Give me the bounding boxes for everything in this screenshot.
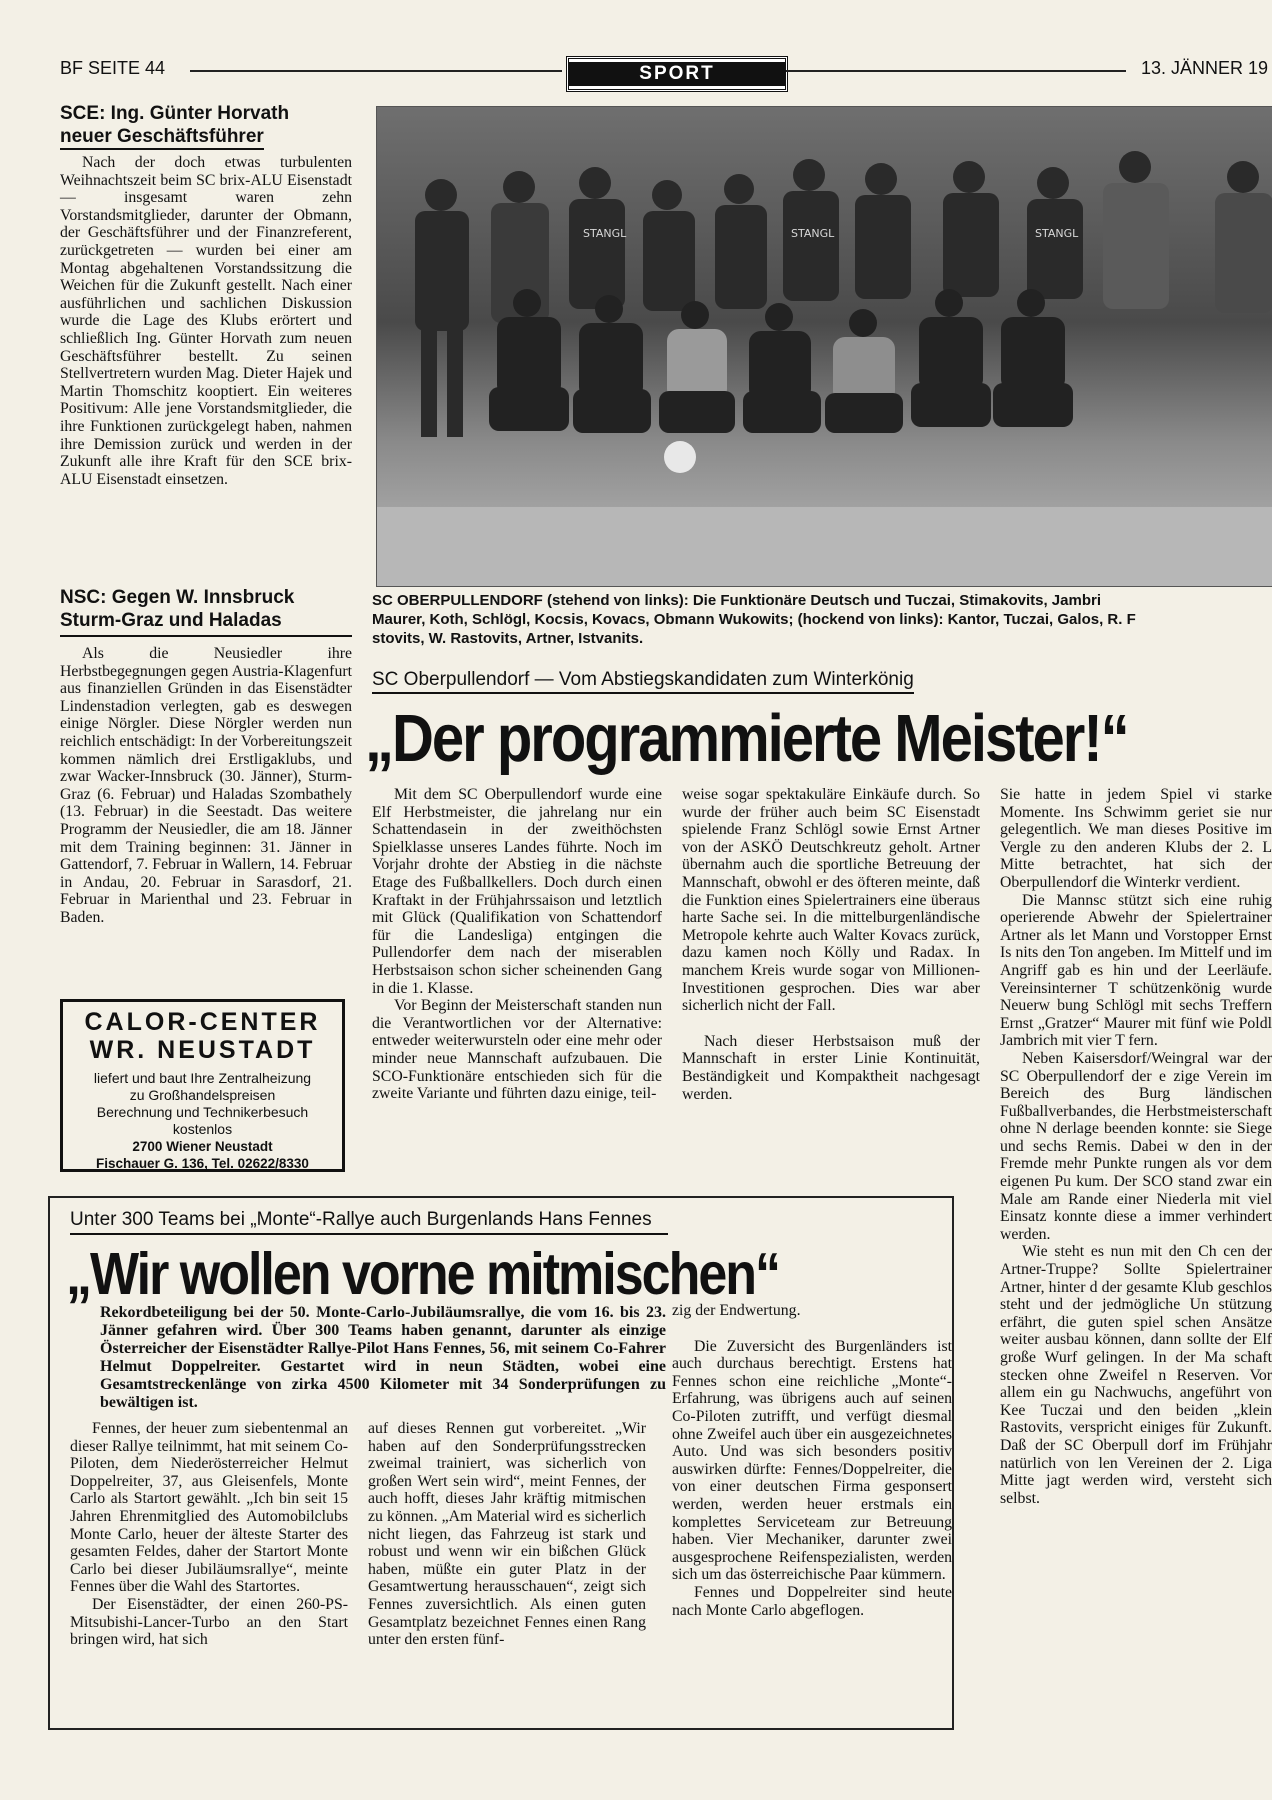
ad-title-2: WR. NEUSTADT	[89, 1036, 316, 1064]
main-paragraph: weise sogar spektakuläre Einkäufe durch. So wurde der früher auch beim SC Eisenstadt spielende Franz Schlögl sowie Ernst Artner von der ASKÖ Deutschkreutz geholt. Artner übernahm auch die sportliche Betreuung der Mannschaft, obwohl er des öfteren meinte, daß die Funktion eines Spielertrainers eine überaus harte Sache sei. In die mittelburgenländische Metropole kehrte auch Walter Kovacs zurück, dazu kamen noch Kölly und Radax. In manchem Kreis wurde sogar von Millionen-Investitionen gesprochen. Dies war aber sicherlich nicht der Fall.	[682, 786, 980, 1015]
rally-paragraph: auf dieses Rennen gut vorbereitet. „Wir haben auf den Sonderprüfungsstrecken zweimal trainiert, was sicherlich von großen Wert sein wird“, meint Fennes, der auch hofft, dieses Jahr kräftig mitmischen zu können. „Am Material wird es sicherlich nicht liegen, das Fahrzeug ist stark und robust und wenn wir ein bißchen Glück haben, müßte ein guter Platz in der Gesamtwertung herausschauen“, zeigt sich Fennes zuversichtlich. Als einen guten Gesamtplatz bezeichnet Fennes einen Rang unter den ersten fünf-	[368, 1420, 646, 1649]
main-kicker: SC Oberpullendorf — Vom Abstiegskandidaten zum Winterkönig	[372, 669, 914, 694]
jersey-sponsor: STANGL	[791, 227, 835, 240]
photo-caption-line: stovits, W. Rastovits, Artner, Istvanits.	[372, 630, 644, 647]
main-col-3	[1000, 786, 1272, 1507]
ad-body	[63, 1070, 342, 1172]
ad-body-line: kostenlos	[172, 1121, 233, 1137]
rally-paragraph: Fennes, der heuer zum siebentenmal an dieser Rallye teilnimmt, hat mit seinem Co-Piloten, dem Niederösterreicher Helmut Doppelreiter, 37, aus Gleisenfels, Monte Carlo als Startort gewählt. „Ich bin seit 15 Jahren Ehrenmitglied des Automobilclubs Monte Carlo, heuer der älteste Starter des gesamten Feldes, daher der Startort Monte Carlo bei dieser Jubiläumsrallye“, meinte Fennes über die Wahl des Startortes.	[70, 1420, 348, 1596]
jersey-sponsor: STANGL	[1035, 227, 1079, 240]
team-photo-image	[377, 107, 1272, 586]
section-label	[566, 56, 788, 92]
photo-caption	[372, 591, 1272, 648]
ad-body-line: zu Großhandelspreisen	[129, 1087, 276, 1103]
main-paragraph: Neben Kaisersdorf/Weingral war der SC Oberpullendorf der e zige Verein im Bereich des Burg ländischen Fußballverbandes, die Herbstmeisterschaft ohne N derlage beenden konnte: sie Siege und sechs Remis. Dabei w den in der Fremde mehr Punkte rungen als vor dem eigenen Pu kum. Der SCO stand zwar ein Male am Rande einer Niederla mit viel Einsatz konnte diese a immer verhindert werden.	[1000, 1049, 1272, 1243]
ad-address: 2700 Wiener Neustadt	[132, 1139, 273, 1154]
rally-paragraph: Die Zuversicht des Burgenländers ist auch durchaus berechtigt. Erstens hat Fennes schon eine reichliche „Monte“-Erfahrung, was übrigens auch auf seinen Co-Piloten zutrifft, und verfügt diesmal ohne Zweifel auch über ein ausgezeichnetes Auto. Und was sich besonders positiv auswirken dürfte: Fennes/Doppelreiter, die von einer deutschen Firma gesponsert werden, werden heuer erstmals ein komplettes Serviceteam zur Betreuung haben. Vier Mechaniker, darunter zwei ausgesprochene Reifenspezialisten, werden sich um das österreichische Paar kümmern.	[672, 1337, 952, 1584]
rally-paragraph: zig der Endwertung.	[672, 1302, 801, 1319]
calor-center-ad	[60, 999, 345, 1172]
sce-article	[60, 102, 352, 488]
team-photo	[376, 106, 1272, 587]
nsc-headline-2: Sturm-Graz und Haladas	[60, 610, 282, 631]
nsc-rule	[60, 635, 352, 637]
sce-paragraph: Nach der doch etwas turbulenten Weihnachtszeit beim SC brix-ALU Eisenstadt — insgesamt waren zehn Vorstandsmitglieder, darunter der Obmann, der Geschäftsführer und der Finanzreferent, zurückgetreten — wurden bei einer am Montag abgehaltenen Vorstandssitzung die Weichen für die Zukunft gestellt. Nach einer ausführlichen und sachlichen Diskussion wurde die Lage des Klubs erörtert und schließlich Ing. Günter Horvath zum neuen Geschäftsführer bestellt. Zu seinen Stellvertretern wurden Mag. Dieter Hajek und Martin Thomschitz kooptiert. Ein weiteres Positivum: Alle jene Vorstandsmitglieder, die ihre Funktionen zurückgelegt haben, nahmen ihre Demission zurück und werden in der Zukunft alle ihre Kraft für den SCE brix-ALU Eisenstadt einsetzen.	[60, 154, 352, 488]
ad-body-line: liefert und baut Ihre Zentralheizung	[93, 1070, 312, 1086]
issue-date: 13. JÄNNER 19	[1140, 58, 1268, 78]
nsc-headline-1: NSC: Gegen W. Innsbruck	[60, 587, 295, 608]
main-paragraph: Wie steht es nun mit den Ch cen der Artner-Truppe? Sollte Spielertrainer Artner, hinter d der gesamte Klub geschlos steht und der jedmögliche Un stützung erfährt, die guten spiel schen Ansätze weiter ausbau können, dann sollte der Elf große Wurf gelingen. In der Ma schaft stecken ohne Zweifel n Reserven. Vor allem ein gu Nachwuchs, angeführt von Kee Tuczai und den beiden „klein Rastovits, verspricht einiges für Zukunft. Daß der SC Oberpull dorf im Frühjahr natürlich von len Vereinen der 2. Liga Mitte jagt werden wird, versteht sich selbst.	[1000, 1243, 1272, 1507]
main-paragraph: Sie hatte in jedem Spiel vi starke Momente. Ins Schwimm geriet sie nur gelegentlich. We man dieses Positive im Vergle zu den anderen Klubs der 2. L Mitte betrachtet, hat sich der Oberpullendorf die Winterkr verdient.	[1000, 786, 1272, 891]
rally-col-2	[368, 1420, 646, 1649]
sce-headline-1: SCE: Ing. Günter Horvath	[60, 103, 290, 124]
rally-headline: „Wir wollen vorne mitmischen“	[66, 1241, 780, 1308]
page-number: BF SEITE 44	[60, 58, 166, 78]
sce-body	[60, 154, 352, 488]
main-headline: „Der programmierte Meister!“	[365, 701, 1128, 776]
rally-col-3	[672, 1302, 952, 1619]
ad-contact: Fischauer G. 136, Tel. 02622/8330	[96, 1156, 309, 1171]
rally-paragraph: Der Eisenstädter, der einen 260-PS-Mitsubishi-Lancer-Turbo an den Start bringen wird, hat sich	[70, 1595, 348, 1649]
rally-col-1	[70, 1420, 348, 1649]
ad-title-1: CALOR-CENTER	[84, 1008, 321, 1036]
main-paragraph: Vor Beginn der Meisterschaft standen nun die Verantwortlichen vor der Alternative: entweder weiterwursteln oder eine mehr oder minder neue Mannschaft aufzubauen. Die SCO-Funktionäre entschieden sich für die zweite Variante und führten dazu einige, teil-	[372, 997, 662, 1103]
photo-caption-line: SC OBERPULLENDORF (stehend von links): Die Funktionäre Deutsch und Tuczai, Stimakovits, Jambri	[372, 592, 1101, 609]
rally-paragraph: Fennes und Doppelreiter sind heute nach Monte Carlo abgeflogen.	[672, 1583, 952, 1619]
rally-lead: Rekordbeteiligung bei der 50. Monte-Carlo-Jubiläumsrallye, die vom 16. bis 23. Jänner gefahren wird. Über 300 Teams haben genannt, darunter als einzige Österreicher der Eisenstädter Rallye-Pilot Hans Fennes, 56, mit seinem Co-Fahrer Helmut Doppelreiter. Gestartet wird in neun Städten, wobei eine Gesamtstreckenlänge von zirka 4500 Kilometer mit 34 Sonderprüfungen zu bewältigen ist.	[100, 1304, 666, 1411]
rally-kicker: Unter 300 Teams bei „Monte“-Rallye auch Burgenlands Hans Fennes	[70, 1209, 668, 1235]
main-col-1	[372, 786, 662, 1103]
header-rule-left	[190, 70, 562, 72]
photo-caption-line: Maurer, Koth, Schlögl, Kocsis, Kovacs, Obmann Wukowits; (hockend von links): Kantor, Tuczai, Galos, R. F	[372, 611, 1136, 628]
nsc-article	[60, 586, 352, 927]
header-rule-right	[786, 70, 1126, 72]
nsc-paragraph: Als die Neusiedler ihre Herbstbegegnungen gegen Austria-Klagenfurt aus finanziellen Gründen in das Eisenstädter Lindenstadion verlegten, gab es deswegen einige Nörgler. Diese Nörgler werden nun reichlich entschädigt: In der Vorbereitungszeit kommen nämlich drei Erstligaklubs, und zwar Wacker-Innsbruck (30. Jänner), Sturm-Graz (6. Februar) und Haladas Szombathely (13. Februar) in die Seestadt. Das weitere Programm der Neusiedler, die am 18. Jänner mit dem Training beginnen: 31. Jänner in Gattendorf, 7. Februar in Wallern, 14. Februar in Andau, 20. Februar in Sarasdorf, 21. Februar in Marienthal und 23. Februar in Baden.	[60, 645, 352, 926]
main-paragraph: Mit dem SC Oberpullendorf wurde eine Elf Herbstmeister, die jahrelang nur ein Schattendasein in der zweithöchsten Spielklasse unseres Landes führte. Noch im Vorjahr drohte der Abstieg in die nächste Etage des Fußballkellers. Doch durch einen Kraftakt in der Frühjahrssaison und letztlich mit Glück (Qualifikation von Schattendorf für die Landesliga) entgingen die Pullendorfer dem nach der miserablen Herbstsaison schon sicher scheinenden Gang in die 1. Klasse.	[372, 786, 662, 997]
section-label-text: SPORT	[569, 62, 784, 86]
sce-headline-2: neuer Geschäftsführer	[60, 125, 264, 150]
ad-body-line: Berechnung und Technikerbesuch	[96, 1104, 309, 1120]
main-col-2	[682, 786, 980, 1103]
main-paragraph: Nach dieser Herbstsaison muß der Mannschaft in erster Linie Kontinuität, Beständigkeit und Kompaktheit nachgesagt werden.	[682, 1032, 980, 1103]
jersey-sponsor: STANGL	[583, 227, 627, 240]
nsc-body	[60, 645, 352, 927]
main-paragraph: Die Mannsc stützt sich eine ruhig operierende Abwehr der Spielertrainer Artner als let Mann und Vorstopper Ernst Is nits den Ton angeben. Im Mittelf und im Angriff gab es hin und der Leerläufe. Vereinsinterner T schützenkönig wurde Neuerw bung Schlögl mit sechs Treffern Ernst „Gratzer“ Maurer mit fünf wie Poldl Jambrich mit vier T fern.	[1000, 891, 1272, 1050]
